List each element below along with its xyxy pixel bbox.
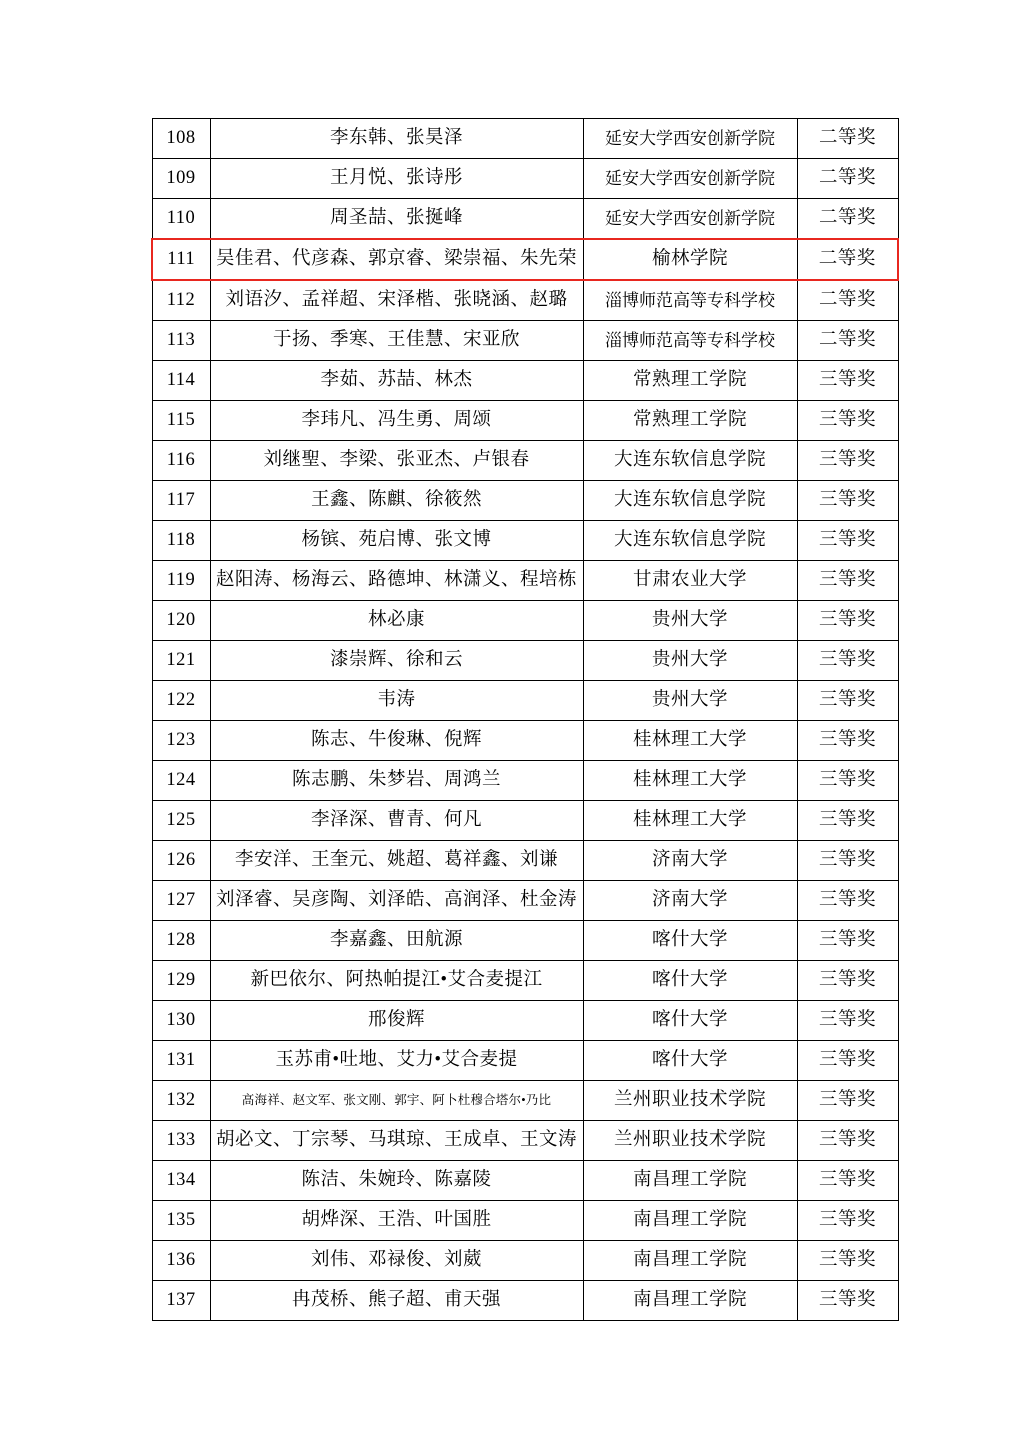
school-cell: 南昌理工学院 bbox=[583, 1241, 797, 1281]
participant-names-cell: 胡烨深、王浩、叶国胜 bbox=[210, 1201, 583, 1241]
participant-names-cell: 王月悦、张诗彤 bbox=[210, 159, 583, 199]
participant-names-cell: 玉苏甫•吐地、艾力•艾合麦提 bbox=[210, 1041, 583, 1081]
row-index-cell: 119 bbox=[152, 561, 210, 601]
row-index-cell: 124 bbox=[152, 761, 210, 801]
school-cell: 延安大学西安创新学院 bbox=[583, 119, 797, 159]
prize-cell: 三等奖 bbox=[797, 521, 898, 561]
participant-names-cell: 新巴依尔、阿热帕提江•艾合麦提江 bbox=[210, 961, 583, 1001]
participant-names-cell: 林必康 bbox=[210, 601, 583, 641]
school-cell: 济南大学 bbox=[583, 881, 797, 921]
school-cell: 济南大学 bbox=[583, 841, 797, 881]
row-index-cell: 125 bbox=[152, 801, 210, 841]
table-row bbox=[152, 921, 898, 961]
prize-cell: 三等奖 bbox=[797, 1001, 898, 1041]
participant-names-cell: 周圣喆、张挻峰 bbox=[210, 199, 583, 240]
row-index-cell: 111 bbox=[152, 239, 210, 280]
table-row bbox=[152, 199, 898, 240]
row-index-cell: 131 bbox=[152, 1041, 210, 1081]
award-list-table-body bbox=[152, 119, 898, 1321]
prize-cell: 三等奖 bbox=[797, 481, 898, 521]
prize-cell: 三等奖 bbox=[797, 401, 898, 441]
row-index-cell: 117 bbox=[152, 481, 210, 521]
row-index-cell: 110 bbox=[152, 199, 210, 240]
prize-cell: 二等奖 bbox=[797, 321, 898, 361]
row-index-cell: 126 bbox=[152, 841, 210, 881]
table-row bbox=[152, 521, 898, 561]
participant-names-cell: 漆崇辉、徐和云 bbox=[210, 641, 583, 681]
participant-names-cell: 于扬、季寒、王佳慧、宋亚欣 bbox=[210, 321, 583, 361]
prize-cell: 三等奖 bbox=[797, 561, 898, 601]
school-cell: 榆林学院 bbox=[583, 239, 797, 280]
participant-names-cell: 邢俊辉 bbox=[210, 1001, 583, 1041]
school-cell: 甘肃农业大学 bbox=[583, 561, 797, 601]
table-row bbox=[152, 1281, 898, 1321]
participant-names-cell: 冉茂桥、熊子超、甫天强 bbox=[210, 1281, 583, 1321]
school-cell: 兰州职业技术学院 bbox=[583, 1121, 797, 1161]
prize-cell: 三等奖 bbox=[797, 681, 898, 721]
row-index-cell: 133 bbox=[152, 1121, 210, 1161]
prize-cell: 二等奖 bbox=[797, 159, 898, 199]
school-cell: 南昌理工学院 bbox=[583, 1281, 797, 1321]
table-row bbox=[152, 561, 898, 601]
school-cell: 常熟理工学院 bbox=[583, 401, 797, 441]
table-row bbox=[152, 1081, 898, 1121]
table-row bbox=[152, 280, 898, 321]
participant-names-cell: 高海祥、赵文军、张文刚、郭宇、阿卜杜穆合塔尔•乃比 bbox=[210, 1081, 583, 1121]
school-cell: 延安大学西安创新学院 bbox=[583, 159, 797, 199]
school-cell: 淄博师范高等专科学校 bbox=[583, 321, 797, 361]
row-index-cell: 135 bbox=[152, 1201, 210, 1241]
table-row bbox=[152, 641, 898, 681]
prize-cell: 三等奖 bbox=[797, 881, 898, 921]
prize-cell: 三等奖 bbox=[797, 1161, 898, 1201]
participant-names-cell: 陈洁、朱婉玲、陈嘉陵 bbox=[210, 1161, 583, 1201]
prize-cell: 三等奖 bbox=[797, 921, 898, 961]
prize-cell: 三等奖 bbox=[797, 1201, 898, 1241]
participant-names-cell: 李安洋、王奎元、姚超、葛祥鑫、刘谦 bbox=[210, 841, 583, 881]
row-index-cell: 132 bbox=[152, 1081, 210, 1121]
school-cell: 大连东软信息学院 bbox=[583, 441, 797, 481]
school-cell: 喀什大学 bbox=[583, 1001, 797, 1041]
school-cell: 大连东软信息学院 bbox=[583, 481, 797, 521]
prize-cell: 三等奖 bbox=[797, 1281, 898, 1321]
participant-names-cell: 杨镔、苑启博、张文博 bbox=[210, 521, 583, 561]
prize-cell: 二等奖 bbox=[797, 239, 898, 280]
participant-names-cell: 陈志、牛俊琳、倪辉 bbox=[210, 721, 583, 761]
table-row bbox=[152, 721, 898, 761]
row-index-cell: 137 bbox=[152, 1281, 210, 1321]
table-row bbox=[152, 1041, 898, 1081]
row-index-cell: 112 bbox=[152, 280, 210, 321]
participant-names-cell: 陈志鹏、朱梦岩、周鸿兰 bbox=[210, 761, 583, 801]
participant-names-cell: 刘继聖、李梁、张亚杰、卢银春 bbox=[210, 441, 583, 481]
school-cell: 南昌理工学院 bbox=[583, 1201, 797, 1241]
prize-cell: 二等奖 bbox=[797, 199, 898, 240]
school-cell: 大连东软信息学院 bbox=[583, 521, 797, 561]
school-cell: 贵州大学 bbox=[583, 641, 797, 681]
participant-names-cell: 刘语汐、孟祥超、宋泽楷、张晓涵、赵璐 bbox=[210, 280, 583, 321]
prize-cell: 三等奖 bbox=[797, 721, 898, 761]
participant-names-cell: 李东韩、张昊泽 bbox=[210, 119, 583, 159]
prize-cell: 二等奖 bbox=[797, 280, 898, 321]
award-list-table bbox=[151, 118, 899, 1321]
table-row bbox=[152, 1201, 898, 1241]
table-row bbox=[152, 881, 898, 921]
school-cell: 贵州大学 bbox=[583, 681, 797, 721]
table-row bbox=[152, 601, 898, 641]
participant-names-cell: 赵阳涛、杨海云、路德坤、林潇义、程培栋 bbox=[210, 561, 583, 601]
table-row bbox=[152, 441, 898, 481]
school-cell: 喀什大学 bbox=[583, 961, 797, 1001]
prize-cell: 三等奖 bbox=[797, 361, 898, 401]
participant-names-cell: 李泽深、曹青、何凡 bbox=[210, 801, 583, 841]
participant-names-cell: 李茹、苏喆、林杰 bbox=[210, 361, 583, 401]
row-index-cell: 136 bbox=[152, 1241, 210, 1281]
table-row bbox=[152, 801, 898, 841]
prize-cell: 三等奖 bbox=[797, 1241, 898, 1281]
prize-cell: 三等奖 bbox=[797, 601, 898, 641]
prize-cell: 三等奖 bbox=[797, 441, 898, 481]
school-cell: 兰州职业技术学院 bbox=[583, 1081, 797, 1121]
table-row bbox=[152, 1121, 898, 1161]
row-index-cell: 128 bbox=[152, 921, 210, 961]
school-cell: 喀什大学 bbox=[583, 921, 797, 961]
participant-names-cell: 李嘉鑫、田航源 bbox=[210, 921, 583, 961]
table-row bbox=[152, 761, 898, 801]
participant-names-cell: 吴佳君、代彦森、郭京睿、梁崇福、朱先荣 bbox=[210, 239, 583, 280]
prize-cell: 二等奖 bbox=[797, 119, 898, 159]
table-row bbox=[152, 681, 898, 721]
prize-cell: 三等奖 bbox=[797, 641, 898, 681]
table-row bbox=[152, 1001, 898, 1041]
row-index-cell: 114 bbox=[152, 361, 210, 401]
row-index-cell: 118 bbox=[152, 521, 210, 561]
table-row bbox=[152, 401, 898, 441]
table-row bbox=[152, 119, 898, 159]
row-index-cell: 122 bbox=[152, 681, 210, 721]
prize-cell: 三等奖 bbox=[797, 841, 898, 881]
school-cell: 延安大学西安创新学院 bbox=[583, 199, 797, 240]
participant-names-cell: 李玮凡、冯生勇、周颂 bbox=[210, 401, 583, 441]
table-row bbox=[152, 481, 898, 521]
prize-cell: 三等奖 bbox=[797, 961, 898, 1001]
prize-cell: 三等奖 bbox=[797, 801, 898, 841]
row-index-cell: 130 bbox=[152, 1001, 210, 1041]
table-row bbox=[152, 1161, 898, 1201]
prize-cell: 三等奖 bbox=[797, 1121, 898, 1161]
school-cell: 桂林理工大学 bbox=[583, 801, 797, 841]
table-row bbox=[152, 1241, 898, 1281]
school-cell: 贵州大学 bbox=[583, 601, 797, 641]
participant-names-cell: 刘泽睿、吴彦陶、刘泽皓、高润泽、杜金涛 bbox=[210, 881, 583, 921]
participant-names-cell: 韦涛 bbox=[210, 681, 583, 721]
school-cell: 南昌理工学院 bbox=[583, 1161, 797, 1201]
row-index-cell: 116 bbox=[152, 441, 210, 481]
row-index-cell: 113 bbox=[152, 321, 210, 361]
participant-names-cell: 王鑫、陈麒、徐筱然 bbox=[210, 481, 583, 521]
row-index-cell: 123 bbox=[152, 721, 210, 761]
participant-names-cell: 胡必文、丁宗琴、马琪琼、王成卓、王文涛 bbox=[210, 1121, 583, 1161]
prize-cell: 三等奖 bbox=[797, 761, 898, 801]
school-cell: 桂林理工大学 bbox=[583, 721, 797, 761]
row-index-cell: 127 bbox=[152, 881, 210, 921]
participant-names-cell: 刘伟、邓禄俊、刘葳 bbox=[210, 1241, 583, 1281]
table-row bbox=[152, 321, 898, 361]
prize-cell: 三等奖 bbox=[797, 1081, 898, 1121]
row-index-cell: 129 bbox=[152, 961, 210, 1001]
school-cell: 喀什大学 bbox=[583, 1041, 797, 1081]
prize-cell: 三等奖 bbox=[797, 1041, 898, 1081]
row-index-cell: 134 bbox=[152, 1161, 210, 1201]
school-cell: 桂林理工大学 bbox=[583, 761, 797, 801]
row-index-cell: 108 bbox=[152, 119, 210, 159]
table-row bbox=[152, 239, 898, 280]
award-list-table-wrapper bbox=[151, 118, 897, 1321]
school-cell: 淄博师范高等专科学校 bbox=[583, 280, 797, 321]
school-cell: 常熟理工学院 bbox=[583, 361, 797, 401]
table-row bbox=[152, 961, 898, 1001]
table-row bbox=[152, 159, 898, 199]
row-index-cell: 109 bbox=[152, 159, 210, 199]
table-row bbox=[152, 841, 898, 881]
row-index-cell: 121 bbox=[152, 641, 210, 681]
row-index-cell: 120 bbox=[152, 601, 210, 641]
row-index-cell: 115 bbox=[152, 401, 210, 441]
table-row bbox=[152, 361, 898, 401]
